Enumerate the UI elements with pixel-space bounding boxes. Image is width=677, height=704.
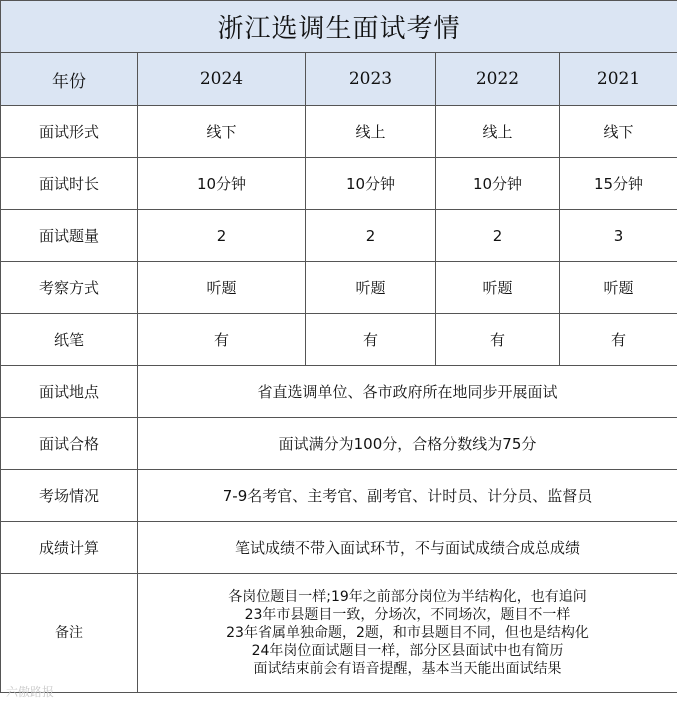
cell-value: 10分钟	[436, 158, 560, 210]
remarks-row	[1, 574, 677, 693]
table-row	[1, 314, 677, 366]
remarks-label: 备注	[1, 574, 138, 693]
cell-value: 有	[436, 314, 560, 366]
table-row	[1, 522, 677, 574]
table-row	[1, 366, 677, 418]
cell-value: 听题	[306, 262, 436, 314]
cell-value: 线上	[436, 106, 560, 158]
row-label: 面试题量	[1, 210, 138, 262]
remarks-line: 面试结束前会有语音提醒，基本当天能出面试结果	[253, 661, 562, 677]
table-row	[1, 418, 677, 470]
cell-value: 有	[306, 314, 436, 366]
merged-cell-value: 面试满分为100分，合格分数线为75分	[138, 418, 677, 470]
header-year-2021: 2021	[560, 53, 677, 106]
header-year-label: 年份	[1, 53, 138, 106]
cell-value: 线下	[138, 106, 306, 158]
cell-value: 10分钟	[306, 158, 436, 210]
cell-value: 15分钟	[560, 158, 677, 210]
watermark: 六傲路报	[6, 685, 55, 699]
cell-value: 线上	[306, 106, 436, 158]
cell-value: 10分钟	[138, 158, 306, 210]
remarks-line: 23年市县题目一致，分场次，不同场次，题目不一样	[244, 607, 571, 623]
table-title: 浙江选调生面试考情	[1, 1, 677, 53]
header-row	[1, 53, 677, 106]
merged-cell-value: 省直选调单位、各市政府所在地同步开展面试	[138, 366, 677, 418]
cell-value: 线下	[560, 106, 677, 158]
remarks-line: 23年省属单独命题，2题，和市县题目不同，但也是结构化	[226, 625, 589, 641]
table-row	[1, 470, 677, 522]
cell-value: 听题	[138, 262, 306, 314]
row-label: 面试形式	[1, 106, 138, 158]
merged-cell-value: 笔试成绩不带入面试环节，不与面试成绩合成总成绩	[138, 522, 677, 574]
row-label: 纸笔	[1, 314, 138, 366]
cell-value: 听题	[436, 262, 560, 314]
row-label: 考察方式	[1, 262, 138, 314]
row-label: 面试合格	[1, 418, 138, 470]
merged-cell-value: 7-9名考官、主考官、副考官、计时员、计分员、监督员	[138, 470, 677, 522]
header-year-2024: 2024	[138, 53, 306, 106]
remarks-line: 24年岗位面试题目一样，部分区县面试中也有简历	[251, 643, 564, 659]
row-label: 面试时长	[1, 158, 138, 210]
cell-value: 2	[306, 210, 436, 262]
cell-value: 有	[138, 314, 306, 366]
cell-value: 2	[436, 210, 560, 262]
header-year-2022: 2022	[436, 53, 560, 106]
row-label: 考场情况	[1, 470, 138, 522]
table-row	[1, 262, 677, 314]
table-row	[1, 106, 677, 158]
cell-value: 3	[560, 210, 677, 262]
header-year-2023: 2023	[306, 53, 436, 106]
table-row	[1, 210, 677, 262]
remarks-content	[138, 574, 677, 693]
remarks-line: 各岗位题目一样;19年之前部分岗位为半结构化，也有追问	[228, 589, 587, 605]
cell-value: 2	[138, 210, 306, 262]
row-label: 成绩计算	[1, 522, 138, 574]
cell-value: 听题	[560, 262, 677, 314]
table-row	[1, 158, 677, 210]
cell-value: 有	[560, 314, 677, 366]
row-label: 面试地点	[1, 366, 138, 418]
